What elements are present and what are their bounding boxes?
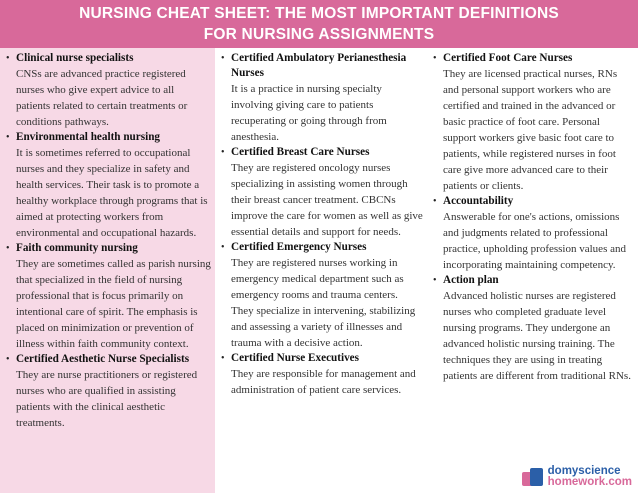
definition-text: It is sometimes referred to occupational nurses and they specialize in safety and health services. Their task is to promote a healthy workplace through programs that is aimed at protecting workers from environmental and occupational hazards. bbox=[16, 147, 208, 239]
page-header bbox=[0, 0, 638, 51]
definition-term: • Certified Nurse Executives bbox=[231, 352, 360, 364]
definition-term: • Environmental health nursing bbox=[16, 131, 161, 143]
definition-item bbox=[433, 273, 634, 384]
logo-text-line1: domyscience bbox=[547, 465, 621, 477]
definition-text: They are licensed practical nurses, RNs and personal support workers who are certified and trained in the advanced or basic practice of foot care. Personal support workers give basic foot care to patients, while registered nurses in foot care give more advanced care to their patients or clients. bbox=[443, 68, 618, 192]
definition-term: • Clinical nurse specialists bbox=[16, 52, 134, 64]
definition-item bbox=[6, 130, 211, 241]
definition-item bbox=[433, 51, 634, 194]
definition-text: It is a practice in nursing specialty involving giving care to patients recuperating or going through from anesthesia. bbox=[231, 83, 387, 143]
definition-term: • Certified Foot Care Nurses bbox=[443, 52, 573, 64]
logo-icon bbox=[522, 466, 544, 488]
header-title-line2: FOR NURSING ASSIGNMENTS bbox=[203, 26, 435, 43]
definition-term: • Certified Aesthetic Nurse Specialists bbox=[16, 353, 190, 365]
logo-text-line2: homework.com bbox=[547, 476, 632, 488]
brand-logo[interactable] bbox=[522, 466, 632, 488]
definition-item bbox=[221, 351, 423, 398]
definition-term: • Certified Ambulatory Perianesthesia Nurses bbox=[231, 52, 407, 79]
definition-text: They are responsible for management and administration of patient care services. bbox=[231, 368, 416, 396]
definition-text: They are nurse practitioners or registered nurses who are qualified in assisting patients with the clinical aesthetic treatments. bbox=[16, 369, 198, 429]
column-3 bbox=[427, 48, 638, 493]
definition-item bbox=[6, 241, 211, 352]
definition-text: Advanced holistic nurses are registered nurses who completed graduate level nursing programs. They undergone an advanced holistic nursing training. The techniques they are using in treating patients are different from traditional RNs. bbox=[443, 290, 631, 382]
definition-text: They are sometimes called as parish nursing that specialized in the field of nursing professional that is focus primarily on intentional care of spirit. The emphasis is placed on minimization or prevention of illness within faith community context. bbox=[16, 258, 211, 350]
header-title-line1: NURSING CHEAT SHEET: THE MOST IMPORTANT DEFINITIONS bbox=[79, 5, 559, 22]
definition-term: • Certified Breast Care Nurses bbox=[231, 146, 370, 158]
definition-item bbox=[6, 352, 211, 431]
definition-term: • Faith community nursing bbox=[16, 242, 138, 254]
definition-text: CNSs are advanced practice registered nurses who give expert advice to all patients related to certain treatments or conditions pathways. bbox=[16, 68, 188, 128]
definition-item bbox=[433, 194, 634, 273]
definition-item bbox=[6, 51, 211, 130]
definition-term: • Action plan bbox=[443, 274, 499, 286]
definition-item bbox=[221, 145, 423, 240]
column-2 bbox=[215, 48, 427, 493]
definition-term: • Accountability bbox=[443, 195, 514, 207]
definition-text: Answerable for one's actions, omissions and judgments related to professional practice, upholding profession values and incorporating maintaining competency. bbox=[443, 211, 626, 271]
definition-text: They are registered nurses working in emergency medical department such as emergency rooms and trauma centers. They specialize in intervening, stabilizing and assessing a variety of illnesses and trauma with a decisive action. bbox=[231, 257, 416, 349]
definition-item bbox=[221, 51, 423, 145]
column-1 bbox=[0, 48, 215, 493]
definition-term: • Certified Emergency Nurses bbox=[231, 241, 367, 253]
definition-text: They are registered oncology nurses specializing in assisting women through their breast cancer treatment. CBCNs improve the care for women as well as give essential details and support for needs. bbox=[231, 162, 423, 238]
definition-item bbox=[221, 240, 423, 351]
